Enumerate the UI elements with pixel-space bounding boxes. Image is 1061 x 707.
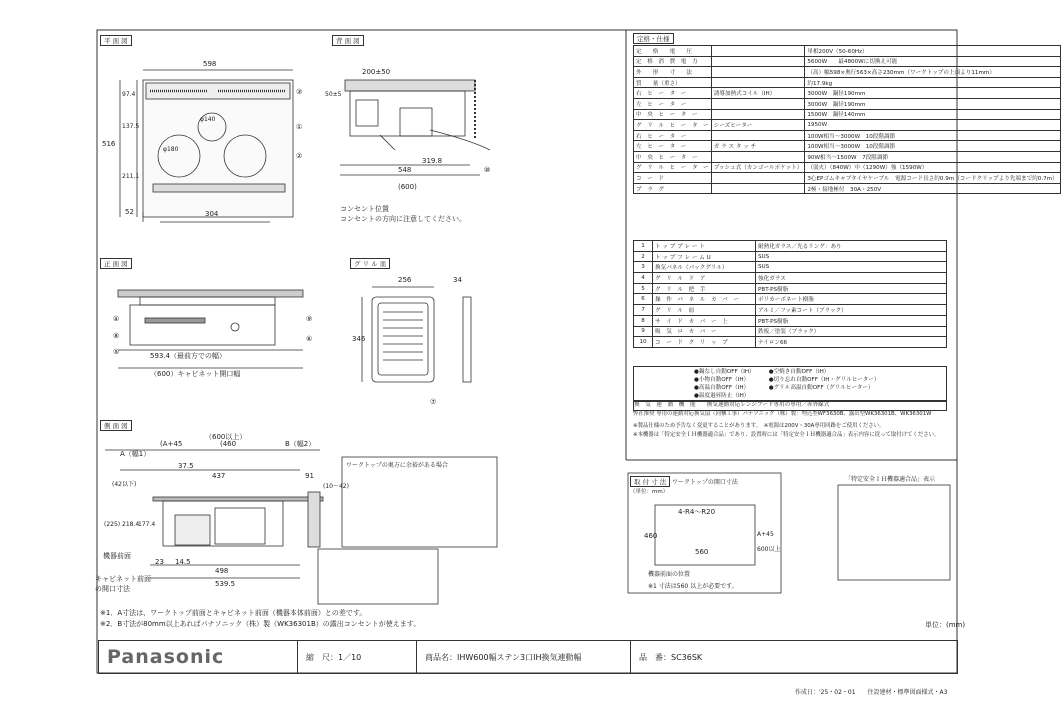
parts-cell: PBT-PS樹脂: [756, 315, 947, 326]
callout-9: ⑨: [306, 315, 313, 323]
spec-cell: プッシュ式（カンゴールポケット）: [711, 162, 805, 173]
spec-row: [634, 77, 1061, 88]
plan-view-drawing: [120, 70, 293, 222]
spec-cell: 1950W: [805, 120, 1060, 131]
parts-cell: グ リ ル ド ア: [653, 273, 756, 284]
side-cab-open: の開口寸法: [95, 585, 130, 593]
spec-title: 定格・仕様: [633, 33, 674, 44]
parts-row: [634, 241, 947, 252]
front-view-title: 正 面 図: [100, 258, 132, 269]
parts-cell: ト ッ プ プ レ ー ト: [653, 241, 756, 252]
safety-line: ●高温自動OFF（IH） ●グリル高温自動OFF（グリルヒーター）: [694, 385, 874, 391]
plan-r140: φ140: [200, 116, 216, 123]
spec-note-1: ※製品仕様のため予告なく変更することがあります。 ※電源は200V・30A専用回路をご使用ください。: [633, 423, 885, 429]
spec-cell: 100W相当～3000W 10段階調節: [805, 141, 1060, 152]
back-view-drawing: [340, 80, 490, 175]
parts-cell: 3: [634, 262, 653, 273]
grill-width: 256: [398, 276, 412, 284]
spec-cell: [711, 130, 805, 141]
parts-cell: コ ー ド ク リ ッ プ: [653, 337, 756, 348]
side-145: 14.5: [175, 558, 191, 566]
note-1: ※1．A寸法は、ワークトップ前面とキャビネット前面（機器本体前面）との差です。: [100, 609, 367, 617]
grill-plate-drawing: [362, 287, 471, 382]
install-title: 取 付 寸 法: [630, 476, 670, 487]
install-subtitle: ワークトップの開口寸法: [672, 479, 738, 486]
spec-cell: 中 央 ヒ ー タ ー: [634, 151, 712, 162]
spec-cell: [711, 173, 805, 184]
plan-d3: 211.1: [122, 173, 140, 180]
front-cabinet: （600）キャビネット開口幅: [150, 370, 241, 378]
title-block: [98, 640, 958, 674]
spec-row: [634, 109, 1061, 120]
parts-cell: PBT-PS樹脂: [756, 283, 947, 294]
spec-cell: [711, 77, 805, 88]
spec-cell: 90W相当～1500W 7段階調節: [805, 151, 1060, 162]
side-aw2: (460: [220, 440, 237, 448]
worktop-note: ワークトップの奥方に余裕がある場合: [346, 462, 448, 469]
safety-line: ●小物自動OFF（IH） ●切り忘れ自動OFF（IH・グリルヒーター）: [694, 377, 880, 383]
side-5395: 539.5: [215, 580, 236, 588]
spec-row: [634, 173, 1061, 184]
spec-row: [634, 120, 1061, 131]
parts-cell: 4: [634, 273, 653, 284]
plan-left: 52: [125, 208, 134, 216]
spec-cell: 誘導加熱式コイル（IH）: [711, 88, 805, 99]
install-front: 機器前面の位置: [648, 571, 691, 578]
parts-cell: 耐熱化ガラス／光るリング：あり: [756, 241, 947, 252]
side-b: B（幅2）: [285, 440, 316, 448]
parts-table: [633, 240, 947, 348]
back-side: 50±5: [325, 91, 342, 98]
spec-cell: グ リ ル ヒ ー タ ー: [634, 120, 712, 131]
callout-4: ④: [113, 315, 120, 323]
parts-cell: ナイロン66: [756, 337, 947, 348]
spec-cell: 100W相当～3000W 10段階調節: [805, 130, 1060, 141]
note-2: ※2．B寸法が80mm以上あればパナソニック（株）製（WK36301B）の露出コンセントが使えます。: [100, 620, 421, 628]
side-225: (225): [104, 521, 121, 528]
plan-depth: 516: [102, 140, 116, 148]
spec-cell: 右 ヒ ー タ ー: [634, 88, 712, 99]
safety-features: [633, 366, 947, 402]
spec-cell: [711, 46, 805, 57]
side-body-front: 機器前面: [103, 552, 131, 560]
detail-inset-frame: [318, 549, 438, 604]
parts-cell: 換気パネル（バックグリル）: [653, 262, 756, 273]
side-top: （600以上）: [205, 433, 247, 441]
spec-cell: 質 量（重さ）: [634, 77, 712, 88]
parts-cell: 強化ガラス: [756, 273, 947, 284]
spec-row: [634, 88, 1061, 99]
spec-row: [634, 151, 1061, 162]
spec-cell: [711, 183, 805, 194]
parts-row: [634, 273, 947, 284]
parts-cell: 操 作 パ ネ ル カ バ ー: [653, 294, 756, 305]
spec-cell: 左 ヒ ー タ ー: [634, 98, 712, 109]
spec-row: [634, 56, 1061, 67]
spec-cell: 約17.9kg: [805, 77, 1060, 88]
connect-note-1: コンセント位置: [340, 205, 389, 213]
parts-cell: 2: [634, 251, 653, 262]
grill-plate-title: グ リ ル 皿: [350, 258, 390, 269]
side-91: 91: [305, 472, 314, 480]
spec-cell: シーズヒーター: [711, 120, 805, 131]
parts-cell: グ リ ル 把 手: [653, 283, 756, 294]
callout-10: ⑩: [484, 166, 491, 174]
side-498: 498: [215, 567, 229, 575]
side-view-title: 側 面 図: [100, 420, 132, 431]
connect-note-2: コンセントの方向に注意してください。: [340, 215, 466, 223]
spec-cell: 3000W 鍋径190mm: [805, 98, 1060, 109]
spec-row: [634, 162, 1061, 173]
spec-cell: プ ラ グ: [634, 183, 712, 194]
side-2184: 218.4: [122, 521, 140, 528]
side-a: A（幅1）: [120, 450, 151, 458]
parts-row: [634, 251, 947, 262]
callout-3: ③: [296, 88, 303, 96]
plan-r180: φ180: [163, 146, 179, 153]
spec-cell: ガ ラ ス タ ッ チ: [711, 141, 805, 152]
side-42: (42以下): [112, 481, 137, 488]
parts-cell: アルミ／フッ素コート（ブラック）: [756, 305, 947, 316]
spec-cell: （弱火）（840W）中（1290W）強（1590W）: [805, 162, 1060, 173]
side-cab-front: キャビネット前面: [95, 575, 151, 583]
callout-2: ②: [296, 152, 303, 160]
grill-height: 346: [352, 335, 366, 343]
spec-cell: 中 央 ヒ ー タ ー: [634, 109, 712, 120]
hood-row2: 弊社推奨 専用の連動対応換気扇（同梱工事）パナソニック（株）製：埋込型WF3630B、露出型WK36301B、WK36301W: [633, 411, 932, 417]
parts-cell: ポリカーボネート樹脂: [756, 294, 947, 305]
spec-cell: [711, 98, 805, 109]
parts-cell: グ リ ル 皿: [653, 305, 756, 316]
spec-cell: コ ー ド: [634, 173, 712, 184]
back-w3: (600): [398, 183, 417, 191]
install-corner: 4-R4～R20: [678, 508, 716, 516]
parts-cell: 7: [634, 305, 653, 316]
brand-logo: Panasonic: [99, 641, 298, 673]
parts-cell: 鉄板／塗装（ブラック）: [756, 326, 947, 337]
parts-row: [634, 326, 947, 337]
side-1042: (10～42): [323, 483, 349, 490]
model-number: 品 番：SC36SK: [639, 652, 703, 662]
parts-cell: SUS: [756, 251, 947, 262]
plan-d2: 137.5: [122, 123, 140, 130]
parts-row: [634, 262, 947, 273]
back-w1: 319.8: [422, 157, 443, 165]
install-note: ※1 寸法は560 以上が必要です。: [648, 583, 738, 590]
spec-cell: 単相200V（50-60Hz）: [805, 46, 1060, 57]
worktop-inset-frame: [342, 457, 497, 547]
parts-row: [634, 305, 947, 316]
safety-line: ●鍋なし自動OFF（IH） ●空焼き自動OFF（IH）: [694, 369, 830, 375]
plan-view-title: 平 面 図: [100, 35, 132, 46]
install-600: 600以上: [757, 546, 781, 553]
install-a45: A+45: [757, 531, 774, 538]
spec-cell: 外 形 寸 法: [634, 67, 712, 78]
callout-7: ⑦: [430, 398, 437, 406]
callout-1: ①: [296, 123, 303, 131]
spec-cell: 2極・接地極付 30A・250V: [805, 183, 1060, 194]
spec-cell: 3000W 鍋径190mm: [805, 88, 1060, 99]
parts-cell: 1: [634, 241, 653, 252]
spec-cell: （高）幅598×奥行563×高さ230mm（ワークトップの上面より11mm）: [805, 67, 1060, 78]
callout-6: ⑥: [306, 335, 313, 343]
callout-8: ⑧: [113, 332, 120, 340]
spec-cell: [711, 151, 805, 162]
spec-row: [634, 46, 1061, 57]
safety-mark-frame: [838, 485, 950, 580]
side-aw: (A+45: [160, 440, 183, 448]
spec-cell: 定 格 電 圧: [634, 46, 712, 57]
spec-cell: 右 ヒ ー タ ー: [634, 130, 712, 141]
side-view-drawing: [105, 450, 323, 578]
parts-row: [634, 294, 947, 305]
product-name: 商品名：IHW600幅ステン3口IH換気連動幅: [417, 641, 631, 673]
spec-cell: 左 ヒ ー タ ー: [634, 141, 712, 152]
parts-row: [634, 283, 947, 294]
mark-title: 「特定安全ＩＨ機器適合品」表示: [845, 476, 936, 483]
parts-cell: サ イ ド カ バ ー 上: [653, 315, 756, 326]
parts-cell: 10: [634, 337, 653, 348]
spec-row: [634, 141, 1061, 152]
side-375: 37.5: [178, 462, 194, 470]
parts-cell: 6: [634, 294, 653, 305]
spec-cell: [711, 67, 805, 78]
created-date: 作成日：'25・02・01 住設建材・標準図面様式・A3: [795, 689, 948, 696]
back-view-title: 背 面 図: [332, 35, 364, 46]
parts-cell: 8: [634, 315, 653, 326]
safety-line: ●温度過昇防止（IH）: [694, 393, 750, 399]
plan-center: 304: [205, 210, 219, 218]
spec-cell: [711, 109, 805, 120]
back-w2: 548: [398, 166, 412, 174]
spec-note-2: ※本機器は「特定安全ＩＨ機器適合品」であり、設置時には「特定安全ＩＨ機器適合品」表示内容に従って取付けてください。: [633, 432, 940, 438]
side-23: 23: [155, 558, 164, 566]
parts-cell: SUS: [756, 262, 947, 273]
side-1774: 177.4: [138, 521, 156, 528]
plan-width: 598: [203, 60, 217, 68]
spec-cell: 5600W 最4800Wに切換え可能: [805, 56, 1060, 67]
parts-row: [634, 337, 947, 348]
spec-row: [634, 183, 1061, 194]
parts-cell: 5: [634, 283, 653, 294]
spec-cell: グ リ ル ヒ ー タ ー: [634, 162, 712, 173]
front-width: 593.4（最前方での幅）: [150, 352, 227, 360]
unit-label: 単位：(mm): [925, 621, 966, 629]
spec-table: [633, 45, 1061, 194]
install-unit: （単位：mm）: [630, 489, 669, 495]
grill-depth: 34: [453, 276, 462, 284]
parts-row: [634, 315, 947, 326]
side-437: 437: [212, 472, 226, 480]
plan-d1: 97.4: [122, 91, 136, 98]
spec-cell: 3心EPゴムキャブタイヤケーブル 電源コード長さ約0.9m（コードクリップより先端まで約0.7m）: [805, 173, 1060, 184]
parts-cell: 吸 気 ロ カ バ ー: [653, 326, 756, 337]
parts-cell: ト ッ プ フ レ ー ム U: [653, 251, 756, 262]
spec-cell: 定 格 消 費 電 力: [634, 56, 712, 67]
hood-row: 換 気 連 動 機 能 換気連動対応レンジフード専用の専用／赤外線式: [633, 400, 947, 411]
spec-row: [634, 130, 1061, 141]
back-top: 200±50: [362, 68, 391, 76]
parts-cell: 9: [634, 326, 653, 337]
scale: 縮 尺：1／10: [298, 641, 417, 673]
spec-row: [634, 67, 1061, 78]
install-560: 560: [695, 548, 709, 556]
install-460: 460: [644, 532, 658, 540]
callout-5: ⑤: [113, 348, 120, 356]
spec-cell: [711, 56, 805, 67]
spec-row: [634, 98, 1061, 109]
spec-cell: 1500W 鍋径140mm: [805, 109, 1060, 120]
